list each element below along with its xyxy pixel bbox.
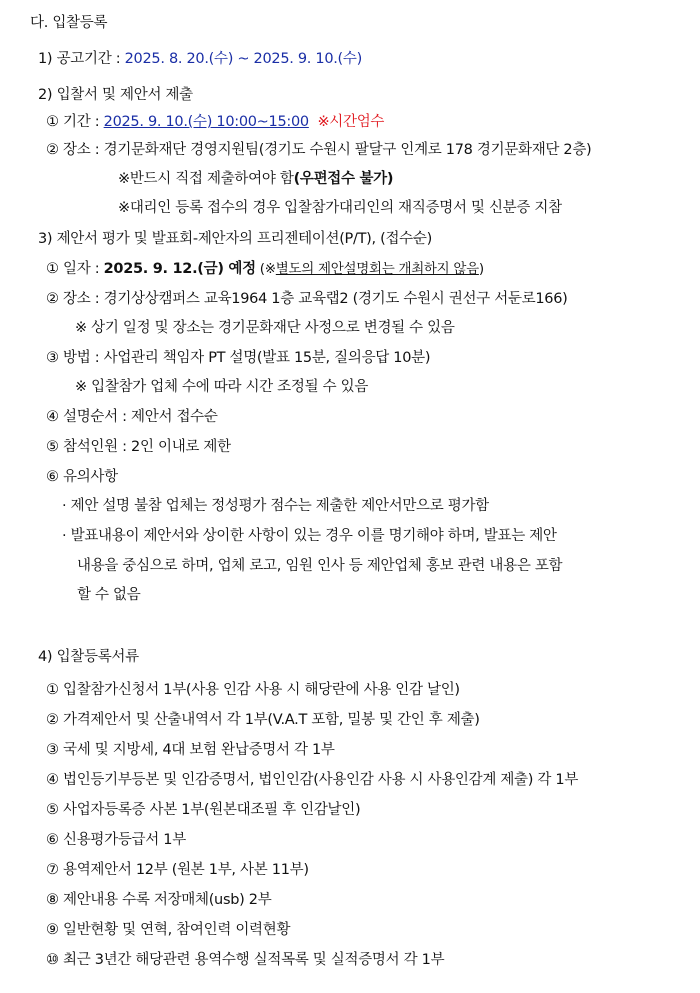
direct-submission-note-a: ※반드시 직접 제출하여야 함 xyxy=(118,171,294,187)
submission-period-label: ① 기간 : xyxy=(46,114,104,130)
paren-close: ) xyxy=(478,261,484,277)
proxy-note: ※대리인 등록 접수의 경우 입찰참가대리인의 재직증명서 및 신분증 지참 xyxy=(118,200,562,216)
precaution-bullet-2-line-1: · 발표내용이 제안서와 상이한 사항이 있는 경우 이를 명기해야 하며, 발표는 제안 xyxy=(62,528,557,544)
precaution-bullet-2-line-3: 할 수 없음 xyxy=(77,587,141,603)
document-item: ① 입찰참가신청서 1부(사용 인감 사용 시 해당란에 사용 인감 날인) xyxy=(46,682,460,698)
document-item: ③ 국세 및 지방세, 4대 보험 완납증명서 각 1부 xyxy=(46,742,335,758)
evaluation-method: ③ 방법 : 사업관리 책임자 PT 설명(발표 15분, 질의응답 10분) xyxy=(46,350,431,366)
evaluation-date-value: 2025. 9. 12.(금) 예정 xyxy=(103,261,256,277)
attendee-limit: ⑤ 참석인원 : 2인 이내로 제한 xyxy=(46,439,231,455)
document-item: ⑨ 일반현황 및 연혁, 참여인력 이력현황 xyxy=(46,922,291,938)
announcement-period xyxy=(38,49,362,69)
precaution-bullet-1: · 제안 설명 불참 업체는 정성평가 점수는 제출한 제안서만으로 평가함 xyxy=(62,498,489,514)
documents-title: 4) 입찰등록서류 xyxy=(38,649,139,665)
document-item: ⑤ 사업자등록증 사본 1부(원본대조필 후 인감날인) xyxy=(46,802,361,818)
evaluation-date-label: ① 일자 : xyxy=(46,261,104,277)
evaluation-place-note: ※ 상기 일정 및 장소는 경기문화재단 사정으로 변경될 수 있음 xyxy=(75,320,455,336)
no-briefing-note: 별도의 제안설명회는 개최하지 않음 xyxy=(275,261,479,277)
precaution-bullet-2-line-2: 내용을 중심으로 하며, 업체 로고, 임원 인사 등 제안업체 홍보 관련 내용은 포함 xyxy=(77,558,563,574)
document-item: ⑥ 신용평가등급서 1부 xyxy=(46,832,186,848)
evaluation-method-note: ※ 입찰참가 업체 수에 따라 시간 조정될 수 있음 xyxy=(75,379,369,395)
time-strict-note: ※시간엄수 xyxy=(317,114,385,130)
evaluation-title: 3) 제안서 평가 및 발표회-제안자의 프리젠테이션(P/T), (접수순) xyxy=(38,231,432,247)
no-mail-note: (우편접수 불가) xyxy=(293,171,394,187)
document-item: ⑧ 제안내용 수록 저장매체(usb) 2부 xyxy=(46,892,272,908)
evaluation-date xyxy=(46,259,484,279)
evaluation-place: ② 장소 : 경기상상캠퍼스 교육1964 1층 교육랩2 (경기도 수원시 권선구 서둔로166) xyxy=(46,291,568,307)
document-item: ② 가격제안서 및 산출내역서 각 1부(V.A.T 포함, 밀봉 및 간인 후 제출) xyxy=(46,712,480,728)
submission-period-value: 2025. 9. 10.(수) 10:00~15:00 xyxy=(103,114,309,130)
document-item: ⑦ 용역제안서 12부 (원본 1부, 사본 11부) xyxy=(46,862,309,878)
submission-title: 2) 입찰서 및 제안서 제출 xyxy=(38,87,193,103)
announcement-period-label: 1) 공고기간 : xyxy=(38,51,125,67)
document-item: ④ 법인등기부등본 및 인감증명서, 법인인감(사용인감 사용 시 사용인감계 제출) 각 1부 xyxy=(46,772,579,788)
direct-submission-note xyxy=(118,169,393,189)
presentation-order: ④ 설명순서 : 제안서 접수순 xyxy=(46,409,218,425)
announcement-period-value: 2025. 8. 20.(수) ~ 2025. 9. 10.(수) xyxy=(124,51,362,67)
submission-place: ② 장소 : 경기문화재단 경영지원팀(경기도 수원시 팔달구 인계로 178 경기문화재단 2층) xyxy=(46,142,592,158)
submission-period xyxy=(46,112,384,132)
document-item: ⑩ 최근 3년간 해당관련 용역수행 실적목록 및 실적증명서 각 1부 xyxy=(46,952,445,968)
precautions-title: ⑥ 유의사항 xyxy=(46,469,118,485)
section-heading: 다. 입찰등록 xyxy=(30,15,108,31)
paren-open: (※ xyxy=(255,261,276,277)
